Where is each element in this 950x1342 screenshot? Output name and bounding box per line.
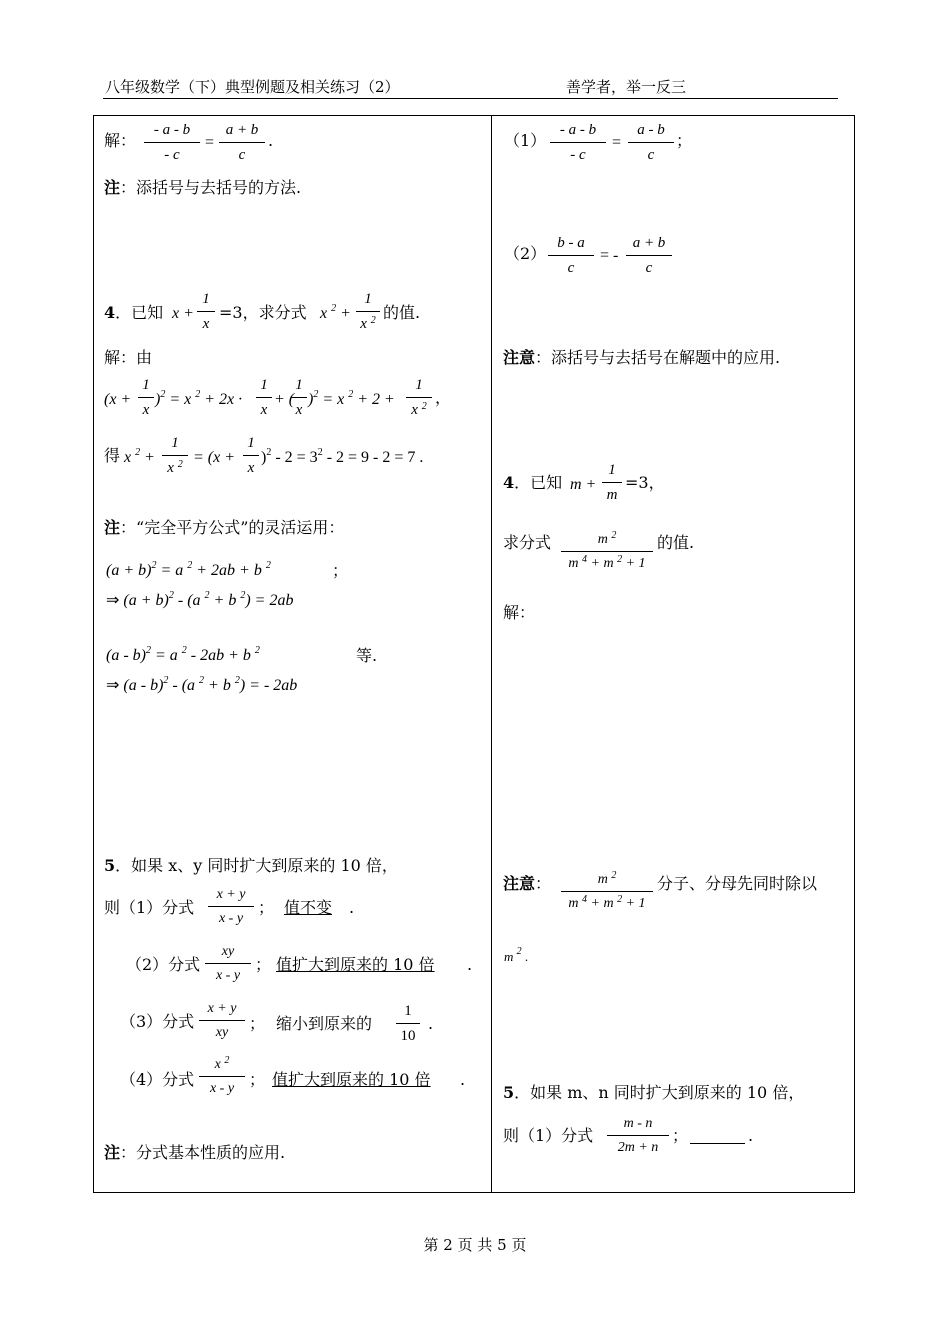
q5-part-1-period: . (349, 898, 355, 917)
etc-label: 等. (356, 646, 378, 665)
fraction-1-over-x2-c: $\frac{1}{x ^2}$ (162, 436, 188, 476)
exercise-4-text-d: 的值. (657, 533, 695, 552)
note-right-2-text: 分子、分母先同时除以 (657, 874, 818, 893)
result-part-3: )$^2 - 2 = 3^2 - 2 = 9 - 2 = 7$ . (261, 447, 424, 466)
question-4-statement: 4．已知 (104, 303, 164, 322)
fraction-xy-over-x-minus-y: $\frac{xy}{x - y}$ (205, 945, 251, 983)
fraction-1-over-x-c: $\frac{1}{x}$ (256, 378, 272, 418)
header-motto: 善学者，举一反三 (566, 78, 687, 96)
q5-part-3-label: （3）分式 (120, 1012, 195, 1031)
fraction-x-plus-y-over-xy: $\frac{x + y}{xy}$ (199, 1002, 245, 1040)
m-squared: m $^2$ . (504, 946, 529, 964)
question-4-text-c: 的值. (383, 303, 421, 322)
q5-part-2-label: （2）分式 (126, 955, 201, 974)
semicolon-r: ； (676, 131, 693, 150)
q5-part-4-label: （4）分式 (120, 1070, 195, 1089)
math-x-plus: x + (172, 305, 194, 322)
fraction-x-plus-y-over-x-minus-y: $\frac{x + y}{x - y}$ (208, 888, 254, 926)
fraction-a-b-over-c: $\frac{a + b}{c}$ (219, 123, 265, 163)
formula-square-sum: $(a + b)^2 = a$ $^2$ + 2ab + b $^2$ (106, 560, 271, 579)
exercise-5-statement: 5．如果 m、n 同时扩大到原来的 10 倍， (503, 1083, 805, 1102)
header-title: 八年级数学（下）典型例题及相关练习（2） (105, 78, 400, 96)
q5-part-2-answer: 值扩大到原来的 10 倍 (276, 955, 435, 974)
exercise-4-text-b: =3， (625, 473, 665, 492)
q5-part-1-semicolon: ； (258, 898, 275, 917)
note-2: 注：“完全平方公式”的灵活运用： (104, 518, 345, 537)
expansion-line-1: (x + (104, 391, 132, 408)
fraction-m-minus-n-over-2m-plus-n: $\frac{m - n}{2m + n}$ (607, 1117, 669, 1155)
q5-part-1-answer: 值不变 (284, 898, 333, 917)
page-header (103, 72, 838, 99)
question-5-statement: 5．如果 x、y 同时扩大到原来的 10 倍， (104, 856, 398, 875)
note-3: 注：分式基本性质的应用. (104, 1143, 286, 1162)
expansion-part-4: )$^2$ = x $^2$ + 2 + (308, 389, 395, 408)
fraction-1-over-m: $\frac{1}{m}$ (602, 463, 622, 503)
fraction-1-over-x2: $\frac{1}{x ^2}$ (356, 292, 380, 332)
solution-label-r: 解： (503, 603, 536, 622)
math-m-plus: m + (570, 476, 597, 493)
period: . (268, 131, 274, 150)
q5-part-3-answer: 缩小到原来的 (276, 1014, 373, 1033)
solution-label-2: 解：由 (104, 348, 153, 367)
fraction-m2-over-m4-m2-1-b: $\frac{m ^2}{m ^4 + m ^2 + 1}$ (561, 873, 653, 911)
fraction-1-over-x-d: $\frac{1}{x}$ (291, 378, 307, 418)
q5-part-3-period: . (428, 1014, 434, 1033)
fraction-a-minus-b-over-c: $\frac{a - b}{c}$ (628, 123, 674, 163)
result-part-2: = (x + (193, 449, 236, 466)
fraction-b-minus-a-over-c: $\frac{b - a}{c}$ (548, 236, 594, 276)
fraction-neg-a-b-over-neg-c: $\frac{- a - b}{- c}$ (144, 123, 200, 163)
therefore-label: 得 (104, 446, 121, 465)
q5-part-4-period: . (460, 1070, 466, 1089)
exercise-4-text-c: 求分式 (503, 533, 552, 552)
math-x-squared-plus: x $^2$ + (320, 303, 351, 322)
expansion-part-2: )$^2$ = x $^2$ + 2x · (155, 389, 243, 408)
exercise-5-period: . (748, 1126, 754, 1145)
q5-part-4-semicolon: ； (249, 1070, 266, 1089)
exercise-part-2-label: （2） (504, 244, 547, 263)
result-part-1: x $^2$ + (124, 447, 155, 466)
fraction-1-over-x: $\frac{1}{x}$ (197, 292, 215, 332)
fraction-1-over-x-b: $\frac{1}{x}$ (138, 378, 154, 418)
question-4-text-b: =3，求分式 (219, 303, 307, 322)
exercise-4-statement: 4．已知 (503, 473, 563, 492)
note-1: 注：添括号与去括号的方法. (104, 178, 302, 197)
fraction-1-over-x-e: $\frac{1}{x}$ (243, 436, 259, 476)
q5-part-2-semicolon: ； (255, 955, 272, 974)
formula-square-diff: (a - b)$^2$ = a $^2$ - 2ab + b $^2$ (106, 645, 260, 664)
formula-derived-sum: ⇒ $(a + b)^2 - (a$ $^2$ + b $^2$) = 2ab (106, 590, 294, 609)
equals-sign-r: = (612, 134, 622, 151)
fraction-a-plus-b-over-c-r: $\frac{a + b}{c}$ (626, 236, 672, 276)
note-right-2: 注意： (503, 874, 552, 893)
q5-part-2-period: . (467, 955, 473, 974)
fraction-1-over-x2-b: $\frac{1}{x ^2}$ (406, 378, 432, 418)
fraction-x2-over-x-minus-y: $\frac{x ^2}{x - y}$ (199, 1058, 245, 1096)
comma: ， (435, 388, 452, 407)
q5-part-1-label: 则（1）分式 (104, 898, 195, 917)
fraction-neg-a-b-over-neg-c-r: $\frac{- a - b}{- c}$ (550, 123, 606, 163)
note-right-1: 注意：添括号与去括号在解题中的应用. (503, 348, 781, 367)
semicolon: ； (332, 561, 349, 580)
solution-label: 解： (104, 131, 137, 150)
page-footer: 第 2 页 共 5 页 (423, 1236, 527, 1254)
column-divider (491, 115, 492, 1193)
q5-part-3-semicolon: ； (249, 1014, 266, 1033)
equals-negative: = - (600, 247, 619, 264)
answer-blank[interactable] (690, 1143, 745, 1144)
exercise-part-1-label: （1） (504, 131, 547, 150)
expansion-part-3: + ( (274, 391, 295, 408)
formula-derived-diff: ⇒ (a - b)$^2$ - (a $^2$ + b $^2$) = - 2ab (106, 675, 298, 694)
exercise-5-semicolon: ； (672, 1126, 689, 1145)
exercise-5-part-1-label: 则（1）分式 (503, 1126, 594, 1145)
fraction-m2-over-m4-m2-1: $\frac{m ^2}{m ^4 + m ^2 + 1}$ (561, 533, 653, 571)
fraction-1-over-10: $\frac{1}{10}$ (396, 1004, 420, 1044)
q5-part-4-answer: 值扩大到原来的 10 倍 (272, 1070, 431, 1089)
equals-sign: = (205, 134, 215, 151)
